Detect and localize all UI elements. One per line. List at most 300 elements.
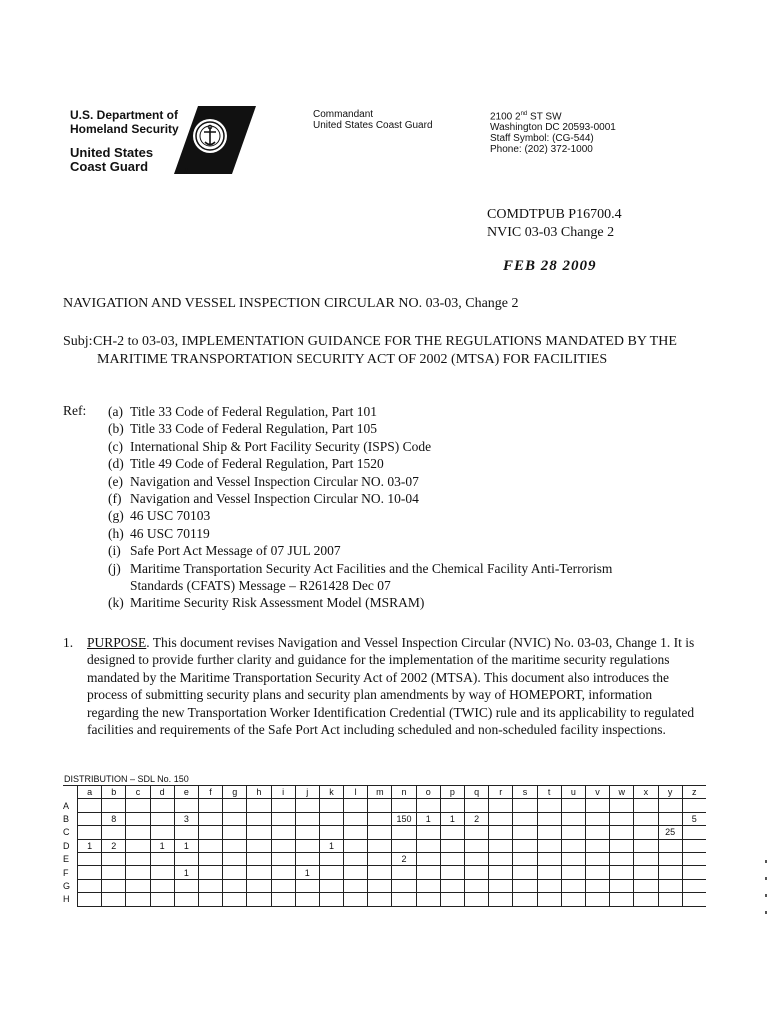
distribution-cell — [319, 879, 343, 892]
distribution-cell — [392, 826, 416, 839]
distribution-row-label: D — [63, 840, 70, 851]
reference-letter: (i) — [108, 543, 121, 559]
distribution-cell — [223, 866, 247, 879]
distribution-cell — [465, 879, 489, 892]
document-title: NAVIGATION AND VESSEL INSPECTION CIRCULAR NO. 03-03, Change 2 — [63, 296, 519, 311]
distribution-column-header: p — [440, 786, 464, 799]
subject-block — [63, 333, 713, 369]
distribution-cell — [610, 893, 634, 906]
distribution-cell — [78, 893, 102, 906]
distribution-cell — [392, 879, 416, 892]
distribution-cell: 1 — [150, 839, 174, 852]
distribution-cell — [174, 826, 198, 839]
distribution-cell — [440, 826, 464, 839]
distribution-cell — [440, 799, 464, 812]
distribution-cell — [223, 879, 247, 892]
distribution-cell — [271, 852, 295, 865]
distribution-cell: 2 — [392, 852, 416, 865]
distribution-cell — [198, 879, 222, 892]
distribution-row — [63, 852, 706, 865]
distribution-row-label: E — [63, 854, 70, 865]
distribution-column-header: o — [416, 786, 440, 799]
distribution-cell — [126, 893, 150, 906]
distribution-cell — [344, 839, 368, 852]
distribution-column-header: c — [126, 786, 150, 799]
reference-text: Navigation and Vessel Inspection Circular NO. 10-04 — [130, 491, 419, 507]
distribution-cell — [368, 839, 392, 852]
distribution-cell — [344, 799, 368, 812]
distribution-cell — [368, 812, 392, 825]
distribution-cell — [271, 879, 295, 892]
reference-text: Safe Port Act Message of 07 JUL 2007 — [130, 543, 341, 559]
distribution-cell — [585, 826, 609, 839]
distribution-column-header: m — [368, 786, 392, 799]
department-name — [70, 108, 179, 136]
distribution-cell — [465, 866, 489, 879]
distribution-cell — [537, 799, 561, 812]
distribution-column-header: u — [561, 786, 585, 799]
distribution-cell — [585, 879, 609, 892]
distribution-cell — [198, 839, 222, 852]
distribution-cell — [416, 839, 440, 852]
distribution-cell — [610, 826, 634, 839]
distribution-cell — [489, 852, 513, 865]
comdtpub-number: COMDTPUB P16700.4 — [487, 207, 622, 222]
distribution-cell — [658, 879, 682, 892]
distribution-cell — [537, 812, 561, 825]
seal-icon — [174, 106, 256, 174]
distribution-cell — [561, 839, 585, 852]
distribution-cell — [561, 812, 585, 825]
purpose-paragraph — [63, 634, 703, 738]
distribution-cell — [392, 799, 416, 812]
command-line-2: United States Coast Guard — [313, 120, 433, 131]
distribution-cell — [271, 826, 295, 839]
distribution-corner — [63, 786, 78, 799]
distribution-row-label: A — [63, 800, 70, 811]
references-list — [108, 403, 668, 612]
distribution-cell — [102, 879, 126, 892]
distribution-cell — [416, 879, 440, 892]
distribution-cell — [150, 852, 174, 865]
distribution-column-header: i — [271, 786, 295, 799]
distribution-cell — [489, 839, 513, 852]
distribution-cell: 150 — [392, 812, 416, 825]
distribution-cell — [223, 799, 247, 812]
distribution-cell — [319, 812, 343, 825]
distribution-column-header: l — [344, 786, 368, 799]
distribution-column-header: a — [78, 786, 102, 799]
distribution-cell — [489, 812, 513, 825]
distribution-cell — [126, 879, 150, 892]
distribution-cell: 1 — [174, 866, 198, 879]
distribution-cell — [513, 812, 537, 825]
distribution-cell — [368, 893, 392, 906]
distribution-cell — [174, 852, 198, 865]
distribution-cell — [295, 879, 319, 892]
distribution-cell — [537, 866, 561, 879]
distribution-cell — [102, 893, 126, 906]
agency-line-1: United States — [70, 145, 154, 160]
reference-letter: (g) — [108, 508, 124, 524]
distribution-cell — [585, 893, 609, 906]
distribution-column-header: t — [537, 786, 561, 799]
distribution-cell — [271, 839, 295, 852]
distribution-cell — [658, 799, 682, 812]
purpose-number: 1. — [63, 635, 74, 650]
agency-name — [70, 146, 153, 174]
distribution-cell — [658, 812, 682, 825]
reference-text: Maritime Transportation Security Act Facilities and the Chemical Facility Anti-Terrorism Standards (CFATS) Message – R261428 Dec 07 — [130, 560, 613, 594]
distribution-cell — [344, 879, 368, 892]
distribution-cell — [537, 893, 561, 906]
distribution-cell — [440, 852, 464, 865]
distribution-cell — [513, 879, 537, 892]
distribution-cell — [416, 826, 440, 839]
subject-label: Subj: — [63, 334, 93, 349]
distribution-cell — [489, 799, 513, 812]
distribution-cell — [658, 866, 682, 879]
reference-item — [108, 490, 668, 507]
distribution-cell — [537, 826, 561, 839]
distribution-cell — [344, 852, 368, 865]
reference-item — [108, 438, 668, 455]
distribution-cell — [150, 893, 174, 906]
department-line-1: U.S. Department of — [70, 108, 179, 122]
distribution-cell — [247, 866, 271, 879]
distribution-cell — [247, 852, 271, 865]
distribution-row-label: C — [63, 827, 70, 838]
distribution-cell — [392, 839, 416, 852]
distribution-cell — [537, 879, 561, 892]
distribution-cell: 1 — [295, 866, 319, 879]
reference-item — [108, 542, 668, 559]
distribution-cell — [319, 893, 343, 906]
distribution-row-label: G — [63, 880, 71, 891]
distribution-cell — [368, 866, 392, 879]
distribution-cell: 3 — [174, 812, 198, 825]
distribution-cell — [682, 826, 706, 839]
distribution-cell — [682, 799, 706, 812]
distribution-cell: 2 — [465, 812, 489, 825]
distribution-cell — [247, 879, 271, 892]
distribution-cell — [102, 852, 126, 865]
coast-guard-seal-logo — [174, 106, 256, 174]
distribution-cell — [102, 799, 126, 812]
distribution-cell — [513, 893, 537, 906]
distribution-cell — [198, 866, 222, 879]
distribution-cell — [271, 893, 295, 906]
distribution-cell — [416, 866, 440, 879]
distribution-cell: 2 — [102, 839, 126, 852]
distribution-column-header: d — [150, 786, 174, 799]
distribution-cell — [319, 852, 343, 865]
distribution-table — [63, 785, 706, 907]
distribution-cell — [198, 826, 222, 839]
distribution-cell — [126, 799, 150, 812]
nvic-number: NVIC 03-03 Change 2 — [487, 225, 615, 240]
reference-text: 46 USC 70119 — [130, 525, 210, 541]
distribution-table-wrap — [63, 785, 706, 907]
agency-line-2: Coast Guard — [70, 159, 149, 174]
distribution-cell — [489, 866, 513, 879]
reference-item — [108, 403, 668, 420]
distribution-cell — [561, 893, 585, 906]
distribution-cell — [344, 826, 368, 839]
reference-letter: (f) — [108, 491, 122, 507]
distribution-cell — [126, 812, 150, 825]
distribution-cell — [319, 826, 343, 839]
reference-item — [108, 420, 668, 437]
distribution-cell — [465, 893, 489, 906]
distribution-column-header: z — [682, 786, 706, 799]
distribution-cell — [465, 852, 489, 865]
distribution-column-header: n — [392, 786, 416, 799]
reference-item — [108, 473, 668, 490]
distribution-cell — [126, 866, 150, 879]
distribution-cell — [658, 839, 682, 852]
distribution-cell — [513, 852, 537, 865]
distribution-cell — [465, 826, 489, 839]
distribution-cell — [634, 812, 658, 825]
reference-letter: (k) — [108, 595, 124, 611]
distribution-cell — [174, 799, 198, 812]
distribution-column-header: e — [174, 786, 198, 799]
distribution-cell — [465, 799, 489, 812]
reference-item — [108, 455, 668, 472]
distribution-cell — [658, 852, 682, 865]
distribution-column-header: r — [489, 786, 513, 799]
distribution-cell — [416, 799, 440, 812]
date-stamp: FEB 28 2009 — [503, 258, 597, 274]
distribution-column-header: h — [247, 786, 271, 799]
purpose-text: . This document revises Navigation and Vessel Inspection Circular (NVIC) No. 03-03, Change 1. It is designed to provide further clarity and guidance for the implementation of the maritime security regulations mandated by the Maritime Transportation Security Act of 2002 (MTSA). This document also introduces the process of submitting security plans and security plan amendments by way of HOMEPORT, information regarding the new Transportation Worker Identification Credential (TWIC) rule and its applicability to regulated facilities and requirements of the Safe Port Act including scheduled and non-scheduled facility inspections. — [87, 635, 695, 738]
distribution-cell — [440, 893, 464, 906]
distribution-cell — [682, 866, 706, 879]
address-line-3: Staff Symbol: (CG-544) — [490, 133, 594, 145]
distribution-cell — [634, 852, 658, 865]
distribution-cell — [344, 893, 368, 906]
distribution-cell — [223, 852, 247, 865]
distribution-row — [63, 799, 706, 812]
distribution-cell — [295, 826, 319, 839]
distribution-cell — [561, 852, 585, 865]
reference-item — [108, 560, 668, 595]
distribution-cell — [416, 893, 440, 906]
distribution-cell: 1 — [78, 839, 102, 852]
distribution-cell — [198, 812, 222, 825]
distribution-cell — [198, 852, 222, 865]
distribution-cell — [78, 799, 102, 812]
distribution-row-label: F — [63, 867, 69, 878]
distribution-cell — [513, 839, 537, 852]
references-label: Ref: — [63, 403, 87, 418]
distribution-cell — [102, 866, 126, 879]
reference-text: International Ship & Port Facility Security (ISPS) Code — [130, 438, 432, 454]
distribution-row — [63, 893, 706, 906]
distribution-cell — [150, 879, 174, 892]
distribution-cell: 1 — [319, 839, 343, 852]
distribution-cell — [126, 826, 150, 839]
distribution-cell — [610, 799, 634, 812]
distribution-cell — [319, 866, 343, 879]
distribution-cell — [344, 866, 368, 879]
distribution-row — [63, 839, 706, 852]
reference-text: Maritime Security Risk Assessment Model (MSRAM) — [130, 595, 425, 611]
distribution-cell — [610, 839, 634, 852]
reference-text: Title 33 Code of Federal Regulation, Part 101 — [130, 404, 377, 419]
distribution-cell — [150, 826, 174, 839]
distribution-cell — [223, 839, 247, 852]
distribution-column-header: w — [610, 786, 634, 799]
distribution-cell — [102, 826, 126, 839]
distribution-cell — [247, 812, 271, 825]
distribution-cell — [223, 812, 247, 825]
distribution-cell — [271, 799, 295, 812]
distribution-cell — [610, 852, 634, 865]
distribution-cell — [271, 812, 295, 825]
distribution-column-header: y — [658, 786, 682, 799]
distribution-cell — [489, 893, 513, 906]
distribution-cell — [78, 812, 102, 825]
distribution-column-header: k — [319, 786, 343, 799]
address-line-4: Phone: (202) 372-1000 — [490, 144, 593, 156]
distribution-cell — [295, 799, 319, 812]
distribution-cell — [585, 852, 609, 865]
distribution-cell — [561, 799, 585, 812]
distribution-cell — [126, 839, 150, 852]
distribution-cell — [465, 839, 489, 852]
distribution-cell — [198, 799, 222, 812]
distribution-cell — [78, 826, 102, 839]
distribution-cell — [440, 839, 464, 852]
distribution-row — [63, 866, 706, 879]
reference-text: Title 49 Code of Federal Regulation, Part 1520 — [130, 456, 384, 472]
distribution-cell — [174, 893, 198, 906]
distribution-cell — [416, 852, 440, 865]
distribution-cell — [513, 826, 537, 839]
distribution-cell — [489, 826, 513, 839]
distribution-cell — [368, 799, 392, 812]
reference-letter: (e) — [108, 473, 123, 489]
distribution-cell — [150, 799, 174, 812]
distribution-cell — [585, 799, 609, 812]
distribution-cell — [634, 839, 658, 852]
distribution-cell — [368, 826, 392, 839]
distribution-column-header: f — [198, 786, 222, 799]
distribution-cell — [150, 866, 174, 879]
distribution-cell — [537, 839, 561, 852]
distribution-cell — [78, 852, 102, 865]
distribution-cell — [247, 893, 271, 906]
distribution-cell — [78, 879, 102, 892]
distribution-label: DISTRIBUTION – SDL No. 150 — [64, 774, 189, 784]
distribution-cell — [247, 799, 271, 812]
publication-number-block — [487, 206, 622, 242]
distribution-cell: 25 — [658, 826, 682, 839]
distribution-row-label: H — [63, 894, 70, 905]
distribution-cell: 1 — [174, 839, 198, 852]
distribution-cell — [610, 866, 634, 879]
distribution-cell — [610, 879, 634, 892]
address-block — [490, 109, 616, 155]
distribution-cell — [634, 799, 658, 812]
distribution-cell — [295, 852, 319, 865]
distribution-cell — [392, 893, 416, 906]
distribution-cell — [344, 812, 368, 825]
reference-item — [108, 507, 668, 524]
distribution-cell — [319, 799, 343, 812]
distribution-cell — [150, 812, 174, 825]
reference-letter: (j) — [108, 560, 121, 576]
distribution-cell — [368, 879, 392, 892]
reference-letter: (c) — [108, 438, 123, 454]
reference-letter: (d) — [108, 456, 124, 472]
distribution-cell — [198, 893, 222, 906]
distribution-column-header: x — [634, 786, 658, 799]
distribution-cell: 1 — [416, 812, 440, 825]
distribution-row — [63, 826, 706, 839]
department-line-2: Homeland Security — [70, 122, 179, 136]
distribution-cell: 8 — [102, 812, 126, 825]
distribution-cell — [271, 866, 295, 879]
reference-letter: (h) — [108, 525, 124, 541]
distribution-cell — [561, 866, 585, 879]
reference-text: 46 USC 70103 — [130, 508, 211, 524]
command-block — [313, 109, 433, 131]
distribution-cell — [295, 812, 319, 825]
distribution-cell — [682, 893, 706, 906]
distribution-cell — [223, 826, 247, 839]
distribution-cell — [537, 852, 561, 865]
command-line-1: Commandant — [313, 109, 374, 120]
distribution-cell — [585, 839, 609, 852]
address-line-1: 2100 2nd ST SW — [490, 111, 562, 123]
address-line-2: Washington DC 20593-0001 — [490, 122, 616, 134]
distribution-cell — [368, 852, 392, 865]
distribution-cell — [682, 852, 706, 865]
distribution-cell — [78, 866, 102, 879]
distribution-column-header: q — [465, 786, 489, 799]
reference-letter: (a) — [108, 404, 123, 419]
distribution-cell — [126, 852, 150, 865]
distribution-column-header: g — [223, 786, 247, 799]
distribution-cell — [682, 839, 706, 852]
distribution-column-header: s — [513, 786, 537, 799]
distribution-column-header: v — [585, 786, 609, 799]
purpose-heading: PURPOSE — [87, 635, 147, 650]
distribution-column-header: j — [295, 786, 319, 799]
distribution-cell — [489, 879, 513, 892]
distribution-cell — [247, 826, 271, 839]
distribution-cell — [513, 799, 537, 812]
distribution-cell — [513, 866, 537, 879]
distribution-cell — [247, 839, 271, 852]
distribution-cell — [223, 893, 247, 906]
reference-text: Title 33 Code of Federal Regulation, Part 105 — [130, 421, 377, 437]
distribution-cell — [295, 839, 319, 852]
distribution-cell: 5 — [682, 812, 706, 825]
distribution-cell — [658, 893, 682, 906]
purpose-body — [87, 634, 703, 738]
distribution-row-label: B — [63, 813, 70, 824]
distribution-cell — [174, 879, 198, 892]
subject-text: CH-2 to 03-03, IMPLEMENTATION GUIDANCE FOR THE REGULATIONS MANDATED BY THE MARITIME TRANSPORTATION SECURITY ACT OF 2002 (MTSA) FOR FACILITIES — [93, 334, 677, 367]
distribution-row — [63, 812, 706, 825]
distribution-cell — [585, 866, 609, 879]
distribution-cell — [392, 866, 416, 879]
margin-marks — [765, 860, 768, 928]
